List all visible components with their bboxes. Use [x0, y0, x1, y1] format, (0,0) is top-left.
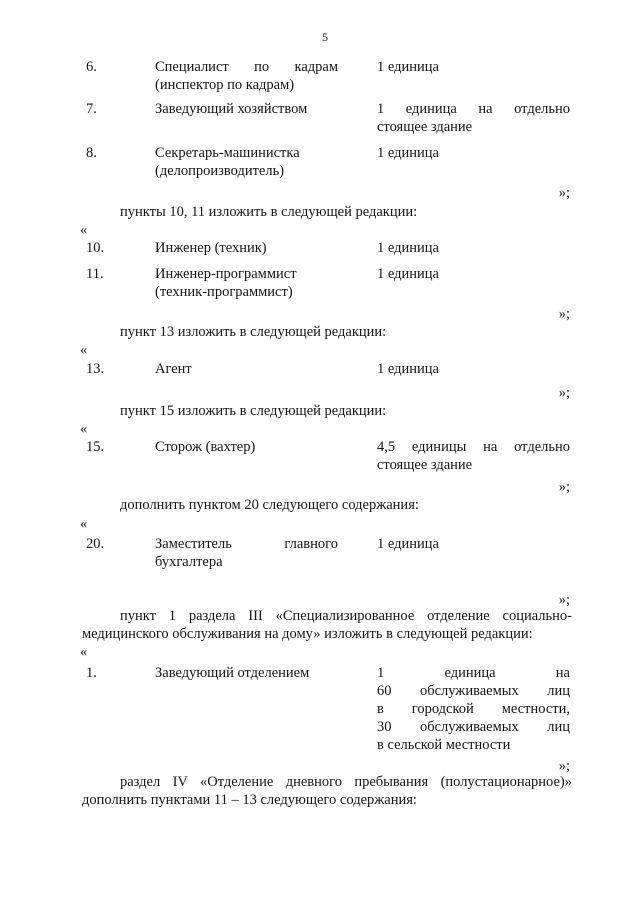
amount-line: 1 единица на [377, 665, 570, 681]
name-line: (техник-программист) [155, 284, 293, 300]
staff-row-13-name [155, 360, 338, 378]
staff-row-15-amount [377, 438, 570, 474]
staff-row-11-amount [377, 265, 570, 283]
name-line: Заведующий хозяйством [155, 101, 308, 117]
closing-quote: »; [558, 306, 570, 322]
amount-line: 30 обслуживаемых лиц [377, 719, 570, 735]
instruction-paragraph: пункты 10, 11 изложить в следующей редакции: [120, 204, 418, 220]
name-line: Секретарь-машинистка [155, 145, 300, 161]
instruction-paragraph [82, 773, 572, 809]
staff-row-15-number: 15. [86, 439, 105, 455]
staff-row-20-amount [377, 535, 570, 553]
amount-line: стоящее здание [377, 119, 473, 135]
paragraph-line: дополнить пунктами 11 – 13 следующего содержания: [82, 792, 417, 808]
staff-row-8-amount [377, 144, 570, 162]
amount-line: 1 единица [377, 59, 439, 75]
staff-row-6-amount [377, 58, 570, 76]
name-line: Инженер-программист [155, 266, 297, 282]
amount-line: 1 единица [377, 240, 439, 256]
staff-row-6-name [155, 58, 338, 94]
opening-quote: « [80, 342, 88, 358]
amount-line: 1 единица [377, 536, 439, 552]
staff-row-1-amount [377, 664, 570, 754]
staff-row-10-name [155, 239, 338, 257]
amount-line: 1 единица на отдельно [377, 101, 570, 117]
amount-line: стоящее здание [377, 457, 473, 473]
instruction-paragraph: дополнить пунктом 20 следующего содержания: [120, 497, 419, 513]
staff-row-10-amount [377, 239, 570, 257]
staff-row-20-name [155, 535, 338, 571]
closing-quote: »; [558, 385, 570, 401]
opening-quote: « [80, 516, 88, 532]
amount-line: 4,5 единицы на отдельно [377, 439, 570, 455]
staff-row-13-amount [377, 360, 570, 378]
staff-row-11-number: 11. [86, 266, 104, 282]
staff-row-1-name [155, 664, 338, 682]
paragraph-line: медицинского обслуживания на дому» изложить в следующей редакции: [82, 626, 533, 642]
opening-quote: « [80, 222, 88, 238]
name-line: (инспектор по кадрам) [155, 77, 295, 93]
staff-row-10-number: 10. [86, 240, 105, 256]
name-line: Инженер (техник) [155, 240, 267, 256]
staff-row-11-name [155, 265, 338, 301]
staff-row-8-name [155, 144, 338, 180]
amount-line: 1 единица [377, 266, 439, 282]
name-line: (делопроизводитель) [155, 163, 285, 179]
closing-quote: »; [558, 758, 570, 774]
amount-line: 60 обслуживаемых лиц [377, 683, 570, 699]
staff-row-7-amount [377, 100, 570, 136]
opening-quote: « [80, 644, 88, 660]
instruction-paragraph [82, 607, 572, 643]
closing-quote: »; [558, 479, 570, 495]
paragraph-line: пункт 1 раздела III «Специализированное отделение социально- [120, 608, 572, 624]
amount-line: 1 единица [377, 145, 439, 161]
amount-line: в сельской местности [377, 737, 511, 753]
staff-row-15-name [155, 438, 338, 456]
name-line: Агент [155, 361, 192, 377]
name-line: Сторож (вахтер) [155, 439, 256, 455]
instruction-paragraph: пункт 13 изложить в следующей редакции: [120, 324, 387, 340]
amount-line: в городской местности, [377, 701, 570, 717]
staff-row-6-number: 6. [86, 59, 97, 75]
staff-row-7-number: 7. [86, 101, 97, 117]
amount-line: 1 единица [377, 361, 439, 377]
name-line: бухгалтера [155, 554, 223, 570]
opening-quote: « [80, 421, 88, 437]
staff-row-8-number: 8. [86, 145, 97, 161]
staff-row-20-number: 20. [86, 536, 105, 552]
name-line: Заместитель главного [155, 536, 338, 552]
staff-row-13-number: 13. [86, 361, 105, 377]
page-number: 5 [322, 30, 328, 44]
instruction-paragraph: пункт 15 изложить в следующей редакции: [120, 403, 387, 419]
name-line: Заведующий отделением [155, 665, 310, 681]
closing-quote: »; [558, 185, 570, 201]
closing-quote: »; [558, 592, 570, 608]
staff-row-7-name [155, 100, 338, 118]
paragraph-line: раздел IV «Отделение дневного пребывания (полустационарное)» [120, 774, 572, 790]
name-line: Специалист по кадрам [155, 59, 338, 75]
staff-row-1-number: 1. [86, 665, 97, 681]
